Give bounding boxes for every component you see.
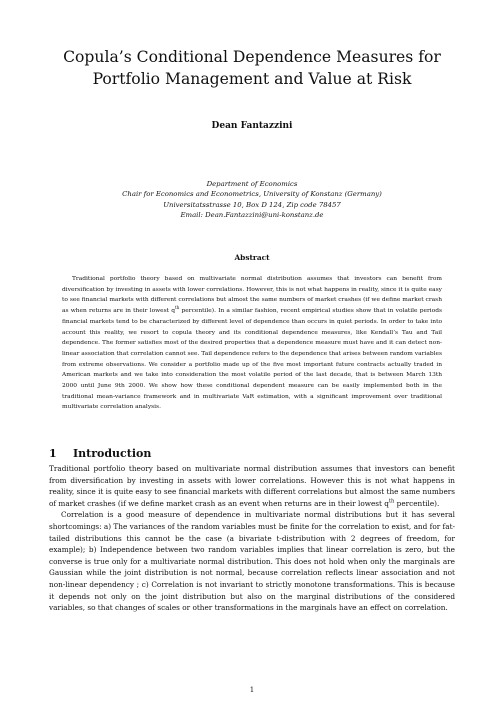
title-line-2: Portfolio Management and Value at Risk (92, 70, 412, 89)
affiliation-email: Email: Dean.Fantazzini@uni-konstanz.de (180, 211, 324, 220)
paragraph-1-part-1: Traditional portfolio theory based on multivariate normal distribution assumes that investors can benefit from diversification by investing in assets with lower correlations. However this is not what happens in reality, since it is quite easy to see financial markets with different correlations but almost the same numbers of market crashes (if we define market crash as an event when returns are in their lowest q (49, 464, 455, 508)
section-body (49, 463, 455, 614)
section-title: Introduction (73, 447, 152, 461)
abstract-heading: Abstract (234, 253, 270, 262)
abstract-text-part-1: Traditional portfolio theory based on multivariate normal distribution assumes that investors can benefit from diversification by investing in assets with lower correlations. However, this is not what happens in reality, since it is quite easy to see financial markets with different correlations but almost the same numbers of market crashes (if we define market crash as when returns are in their lowest q (62, 276, 442, 315)
body-paragraph-1 (49, 463, 455, 509)
title-line-1: Copula’s Conditional Dependence Measures for (63, 48, 441, 67)
affiliation-address: Universitatsstrasse 10, Box D 124, Zip code 78457 (163, 200, 341, 209)
paper-title (40, 46, 464, 90)
section-heading (49, 447, 151, 460)
author-name: Dean Fantazzini (211, 121, 293, 131)
page-number: 1 (249, 686, 255, 694)
abstract-text-part-2: percentile). In a similar fashion, recent empirical studies show that in volatile periods financial markets tend to be characterized by different level of dependence than occurs in quiet periods. In order to take into account this reality, we resort to copula theory and its conditional dependence measures, like Kendall’s Tau and Tail dependence. The former satisfies most of the desired properties that a dependence measure must have and it can detect non-linear association that correlation cannot see. Tail dependence refers to the dependence that arises between random variables from extreme observations. We consider a portfolio made up of the five most important future contracts actually traded in American markets and we take into consideration the most volatile period of the last decade, that is between March 13th 2000 until June 9th 2000. We show how these conditional dependent measure can be easily implemented both in the traditional mean-variance framework and in multivariate VaR estimation, with a significant improvement over traditional multivariate correlation analysis. (62, 308, 442, 411)
paragraph-1-part-2: percentile). (394, 498, 440, 508)
body-paragraph-2: Correlation is a good measure of dependence in multivariate normal distributions but it has several shortcomings: a) The variances of the random variables must be finite for the correlation to exist, and for fat-tailed distributions this cannot be the case (a bivariate t-distribution with 2 degrees of freedom, for example); b) Independence between two random variables implies that linear correlation is zero, but the converse is true only for a multivariate normal distribution. This does not hold when only the marginals are Gaussian while the joint distribution is not normal, because correlation reflects linear association and not non-linear dependency ; c) Correlation is not invariant to strictly monotone transformations. This is because it depends not only on the joint distribution but also on the marginal distributions of the considered variables, so that changes of scales or other transformations in the marginals have an effect on correlation. (49, 510, 455, 613)
section-number: 1 (49, 447, 57, 461)
paragraph-1-superscript: th (388, 498, 395, 505)
affiliation-block (40, 179, 464, 221)
affiliation-chair: Chair for Economics and Econometrics, University of Konstanz (Germany) (122, 190, 382, 199)
affiliation-department: Department of Economics (206, 180, 298, 188)
abstract-text (62, 274, 442, 413)
abstract-superscript: th (174, 305, 180, 311)
